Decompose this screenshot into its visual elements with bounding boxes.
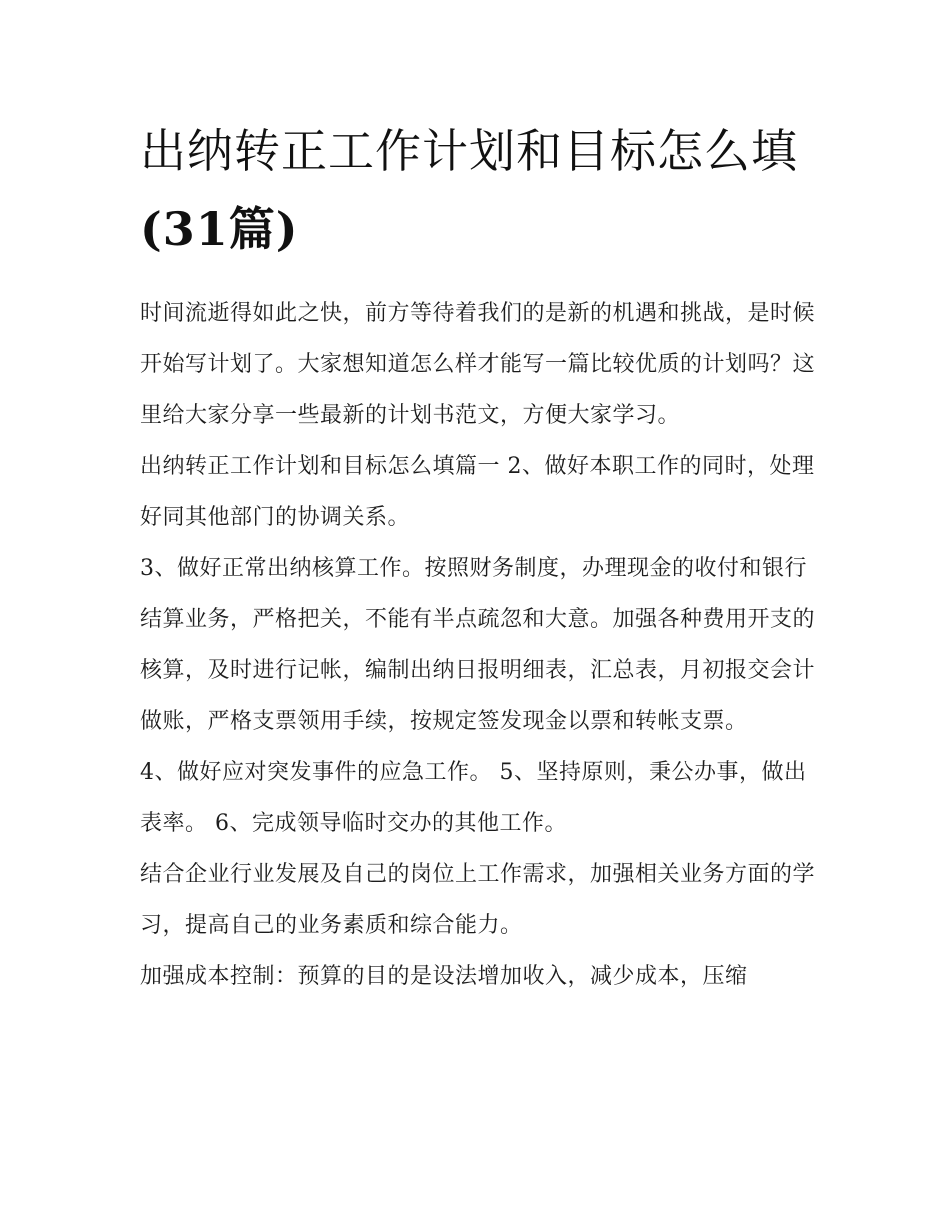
title-article-count: (31篇) bbox=[140, 202, 299, 256]
document-title bbox=[140, 112, 820, 268]
paragraph-item-2: 出纳转正工作计划和目标怎么填篇一 2、做好本职工作的同时，处理好同其他部门的协调关系。 bbox=[140, 454, 815, 530]
paragraph-item-3: 3、做好正常出纳核算工作。按照财务制度，办理现金的收付和银行结算业务，严格把关，不能有半点疏忽和大意。加强各种费用开支的核算，及时进行记帐，编制出纳日报明细表，汇总表，月初报交会计做账，严格支票领用手续，按规定签发现金以票和转帐支票。 bbox=[140, 556, 816, 734]
paragraph-intro: 时间流逝得如此之快，前方等待着我们的是新的机遇和挑战，是时候开始写计划了。大家想知道怎么样才能写一篇比较优质的计划吗？这里给大家分享一些最新的计划书范文，方便大家学习。 bbox=[140, 301, 816, 428]
title-text: 出纳转正工作计划和目标怎么填 bbox=[140, 124, 798, 178]
paragraph-items-4-6: 4、做好应对突发事件的应急工作。 5、坚持原则，秉公办事，做出表率。 6、完成领导临时交办的其他工作。 bbox=[140, 760, 807, 836]
document-page bbox=[140, 112, 820, 1002]
paragraph-cost-control: 加强成本控制：预算的目的是设法增加收入，减少成本，压缩 bbox=[140, 964, 748, 989]
paragraph-study: 结合企业行业发展及自己的岗位上工作需求，加强相关业务方面的学习，提高自己的业务素质和综合能力。 bbox=[140, 862, 816, 938]
